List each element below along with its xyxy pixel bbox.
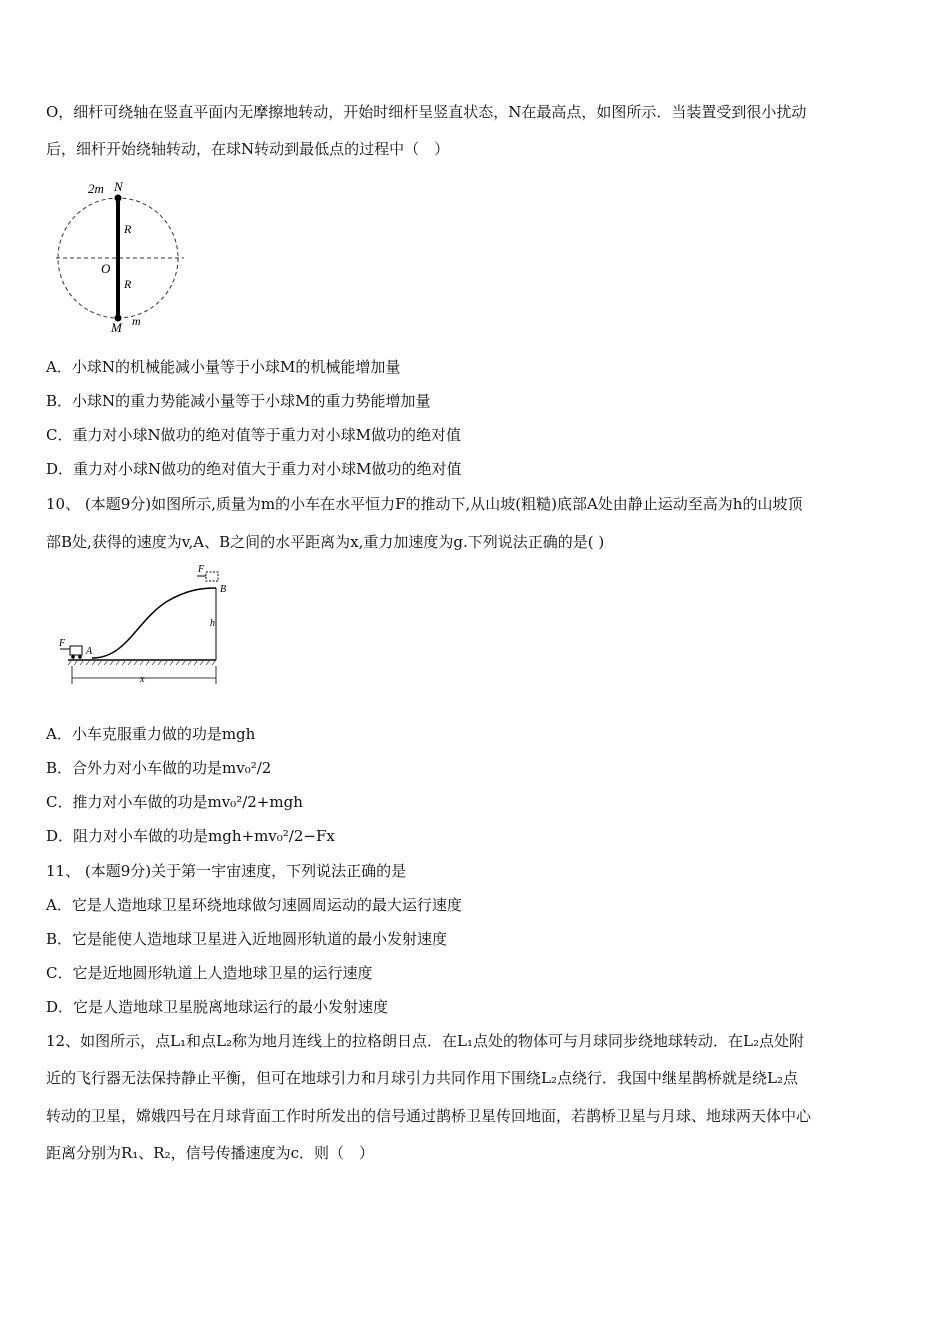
q11-option-b: B．它是能使人造地球卫星进入近地圆形轨道的最小发射速度 [46,930,448,948]
car-wheel [71,655,75,659]
q9-intro-line-1: O，细杆可绕轴在竖直平面内无摩擦地转动，开始时细杆呈竖直状态，N在最高点，如图所示．当装置受到很小扰动 [46,103,807,121]
q9-option-b: B．小球N的重力势能减小量等于小球M的重力势能增加量 [46,392,431,410]
bottom-mass-label: m [132,314,141,328]
center-label: O [101,261,111,276]
q9-intro-line-2: 后，细杆开始绕轴转动，在球N转动到最低点的过程中（ ） [46,140,450,158]
top-mass-label: 2m [88,181,104,196]
bottom-ball-label: M [111,320,122,335]
q10-option-b: B．合外力对小车做的功是mv₀²/2 [46,759,272,777]
car-at-b [206,572,218,581]
lower-radius-label: R [124,277,132,291]
hill-curve [92,588,216,658]
force-label-bottom: F [59,638,66,649]
q9-rotating-rod-figure [56,178,186,336]
q12-stem-line-1: 12、如图所示，点L₁和点L₂称为地月连线上的拉格朗日点．在L₁点处的物体可与月球同步绕地球转动．在L₂点处附 [46,1032,804,1050]
q9-option-d: D．重力对小球N做功的绝对值大于重力对小球M做功的绝对值 [46,460,462,478]
q10-option-c: C．推力对小车做的功是mv₀²/2+mgh [46,793,303,811]
q11-stem: 11、 (本题9分)关于第一宇宙速度，下列说法正确的是 [46,862,407,880]
q11-option-c: C．它是近地圆形轨道上人造地球卫星的运行速度 [46,964,373,982]
q12-stem-line-3: 转动的卫星，嫦娥四号在月球背面工作时所发出的信号通过鹊桥卫星传回地面，若鹊桥卫星与月球、地球两天体中心 [46,1107,812,1125]
upper-radius-label: R [124,222,132,236]
car-at-a [70,646,82,655]
car-wheel [78,655,82,659]
height-label: h [210,618,215,629]
q9-option-a: A．小球N的机械能减小量等于小球M的机械能增加量 [46,358,401,376]
top-ball-label: N [114,179,123,194]
q10-stem-line-1: 10、 (本题9分)如图所示,质量为m的小车在水平恒力F的推动下,从山坡(粗糙)底部A处由静止运动至高为h的山坡顶 [46,495,803,513]
q10-stem-line-2: 部B处,获得的速度为v,A、B之间的水平距离为x,重力加速度为g.下列说法正确的是( ) [46,533,605,551]
q11-option-a: A．它是人造地球卫星环绕地球做匀速圆周运动的最大运行速度 [46,896,462,914]
q12-stem-line-2: 近的飞行器无法保持静止平衡，但可在地球引力和月球引力共同作用下围绕L₂点绕行．我国中继星鹊桥就是绕L₂点 [46,1069,798,1087]
q10-option-d: D．阻力对小车做的功是mgh+mv₀²/2−Fx [46,827,335,845]
ball-n [115,195,122,202]
point-b-label: B [220,584,227,595]
q9-option-c: C．重力对小球N做功的绝对值等于重力对小球M做功的绝对值 [46,426,461,444]
q10-option-a: A．小车克服重力做的功是mgh [46,725,256,743]
q12-stem-line-4: 距离分别为R₁、R₂，信号传播速度为c．则（ ） [46,1144,375,1162]
point-a-label: A [86,646,93,657]
force-label-top: F [198,564,205,575]
q11-option-d: D．它是人造地球卫星脱离地球运行的最小发射速度 [46,998,389,1016]
q10-slope-figure [56,562,227,686]
distance-label: x [140,674,145,685]
